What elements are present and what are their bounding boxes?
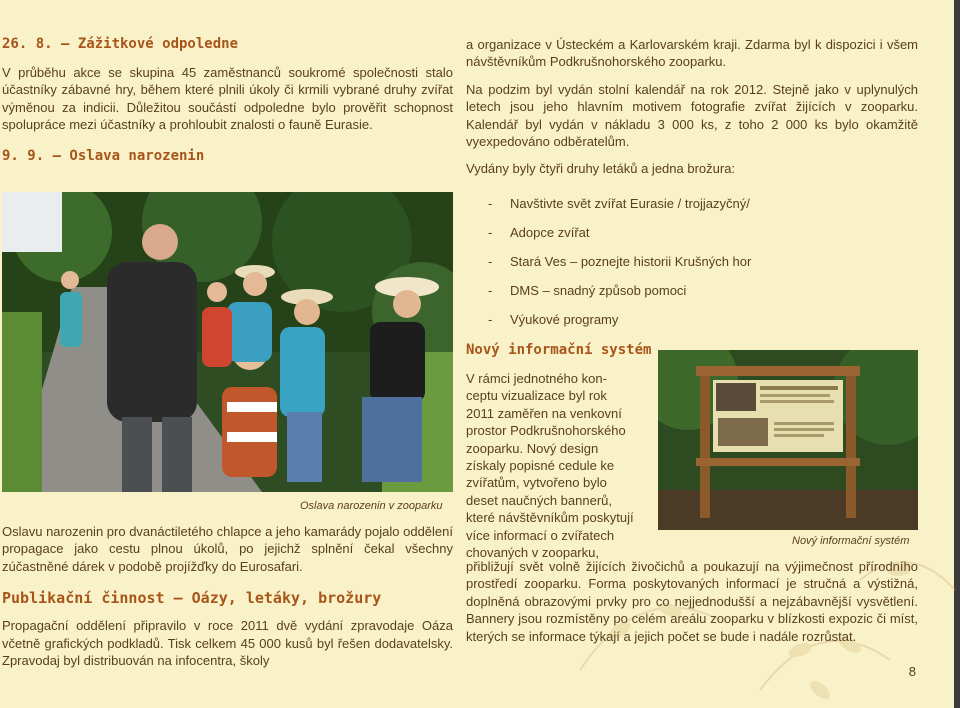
- list-item: - Navštivte svět zvířat Eurasie / trojjazyčný/: [488, 196, 750, 211]
- left-column: [2, 36, 453, 164]
- photo-caption-info-system: Nový informační systém: [792, 535, 910, 547]
- list-item: - Výukové programy: [488, 312, 619, 327]
- paragraph-oslava: Oslavu narozenin pro dvanáctiletého chlapce a jeho kamarády pojalo oddělení propagace jako cestu plnou úkolů, po jejichž splnění čekal všechny zúčastněné dárek v podobě projížďky do Eurosafari.: [2, 524, 453, 574]
- section-heading-26-8: 26. 8. – Zážitkové odpoledne: [2, 36, 239, 52]
- section-heading-9-9: 9. 9. – Oslava narozenin: [2, 147, 205, 164]
- left-column-bottom: [2, 523, 453, 669]
- text-line: které návštěvníkům poskytují: [466, 510, 634, 526]
- text-line: deset naučných bannerů,: [466, 492, 612, 508]
- photo-info-board: [658, 350, 918, 530]
- photo-birthday-party: [2, 192, 453, 492]
- section-heading-informacni-system: Nový informační systém: [466, 342, 652, 358]
- photo-caption-birthday: Oslava narozenin v zooparku: [300, 500, 443, 512]
- paragraph-kalendar: Na podzim byl vydán stolní kalendář na rok 2012. Stejně jako v uplynulých letech jsou jeho hlavním motivem fotografie zvířat žijících v zooparku. Kalendář byl vydán v nákladu 3 000 ks, z toho 2 000 ks bylo okamžitě vyexpedováno odběratelům.: [466, 81, 918, 150]
- text-line: prostor Podkrušnohorského: [466, 423, 626, 439]
- text-line: více informací o zvířatech: [466, 527, 615, 543]
- info-system-text-cont: [466, 558, 918, 645]
- list-item: - DMS – snadný způsob pomoci: [488, 283, 687, 298]
- page-number: 8: [908, 664, 916, 679]
- section-heading-publikacni: Publikační činnost – Oázy, letáky, brožury: [2, 589, 382, 608]
- right-column: [466, 36, 918, 178]
- paragraph-informacni-system: přibližují svět volně žijících živočichů a poukazují na výjimečnost přírodního prostředí zooparku. Forma poskytovaných informací je stručná a výstižná, doplněná obrazovými prvky pro co nejjednodušší a nejzábavnější vysvětlení. Bannery jsou rozmístěny po celém areálu zooparku v blízkosti expozic či míst, kterých se informace týkají a jejich počet se bude i nadále rozrůstat.: [466, 559, 918, 644]
- text-line: V rámci jednotného kon-: [466, 371, 607, 386]
- info-system-text: [466, 370, 648, 561]
- paragraph-distribuce: a organizace v Ústeckém a Karlovarském kraji. Zdarma byl k dispozici i všem návštěvníkům Podkrušnohorského zooparku.: [466, 37, 918, 70]
- leaflet-list: [466, 196, 918, 336]
- text-line: ceptu vizualizace byl rok: [466, 388, 607, 404]
- text-line: 2011 zaměřen na venkovní: [466, 405, 622, 421]
- text-line: zvířatům, vytvořeno bylo: [466, 475, 607, 491]
- paragraph-zazitkove: V průběhu akce se skupina 45 zaměstnanců soukromé společnosti stalo účastníky zábavné hry, během které plnili úkoly či krmili vybrané druhy zvířat výměnou za indicii. Důležitou součástí odpoledne bylo prověřit schopnost spolupráce mezi účastníky a prohloubit znalosti o fauně Eurasie.: [2, 65, 453, 133]
- text-line: získaly popisné cedule ke: [466, 458, 615, 474]
- list-item: - Stará Ves – poznejte historii Krušných hor: [488, 254, 752, 269]
- text-line: chovaných v zooparku,: [466, 545, 599, 561]
- list-item: - Adopce zvířat: [488, 225, 590, 240]
- paragraph-publikacni: Propagační oddělení připravilo v roce 2011 dvě vydání zpravodaje Oáza včetně grafických podkladů. Tisk celkem 45 000 kusů byl řešen dodavatelsky. Zpravodaj byl distribuován na infocentra, školy: [2, 618, 453, 669]
- text-line: zooparku. Nový design: [466, 440, 599, 456]
- paragraph-letaky-intro: Vydány byly čtyři druhy letáků a jedna brožura:: [466, 161, 736, 177]
